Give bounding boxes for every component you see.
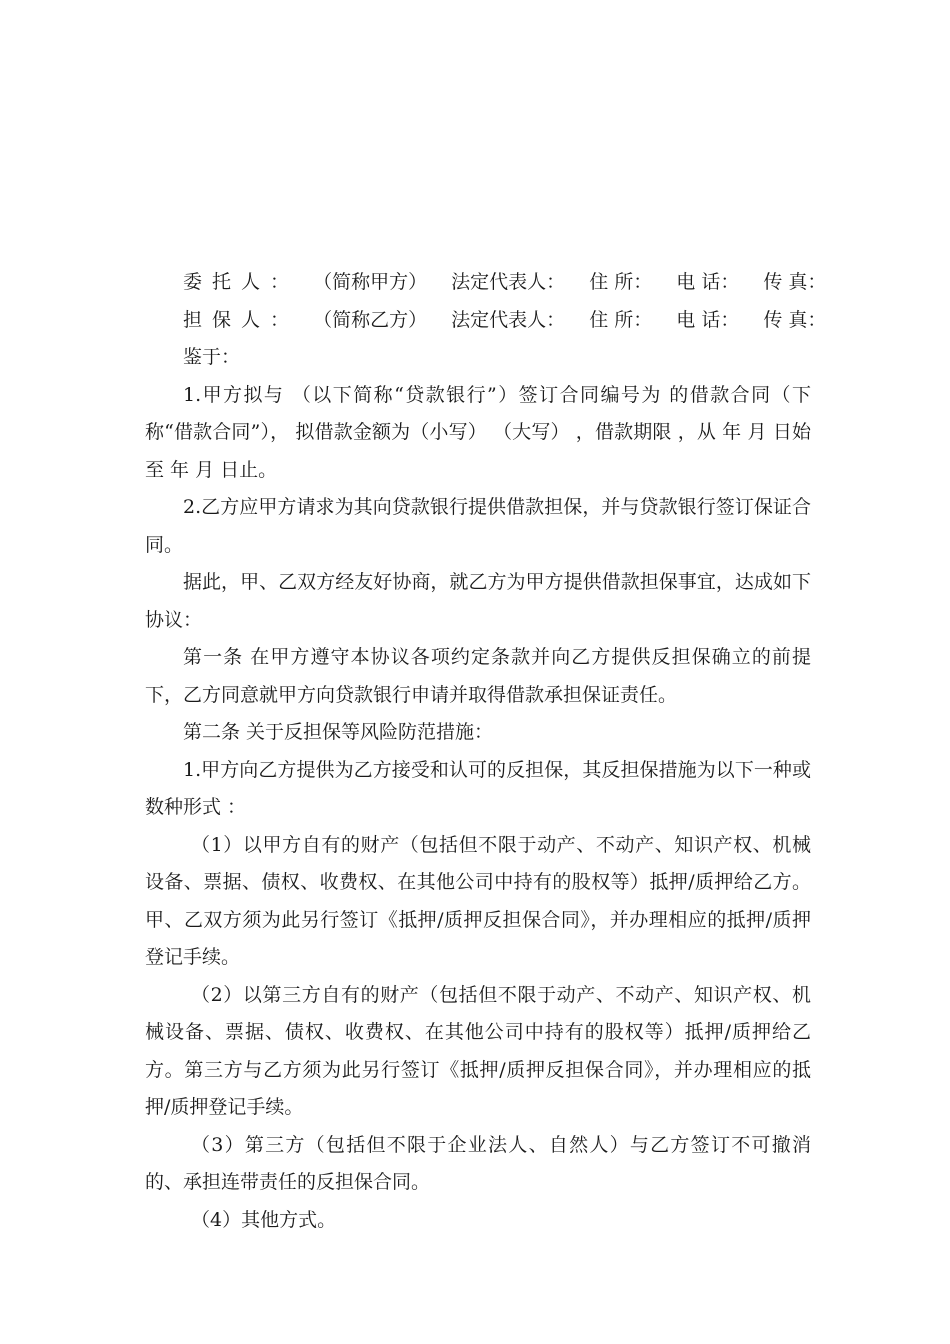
guarantor-address: 住 所： — [589, 308, 653, 331]
principal-role: 委托人： — [183, 271, 300, 293]
agreement-intro: 据此，甲、乙双方经友好协商，就乙方为甲方提供借款担保事宜，达成如下协议： — [145, 571, 811, 631]
option-1: （1）以甲方自有的财产（包括但不限于动产、不动产、知识产权、机械设备、票据、债权、收费权、在其他公司中持有的股权等）抵押/质押给乙方。甲、乙双方须为此另行签订《抵押/质押反担保合同》，并办理相应的抵押/质押登记手续。 — [145, 833, 811, 968]
principal-line — [145, 264, 827, 302]
whereas-heading: 鉴于： — [183, 346, 241, 368]
recital-2: 2.乙方应甲方请求为其向贷款银行提供借款担保，并与贷款银行签订保证合同。 — [145, 496, 811, 556]
principal-address: 住 所： — [589, 271, 653, 293]
article-2-clause-1: 1.甲方向乙方提供为乙方接受和认可的反担保，其反担保措施为以下一种或数种形式 ： — [145, 758, 811, 818]
guarantor-phone: 电 话： — [676, 308, 740, 331]
principal-phone: 电 话： — [676, 271, 740, 293]
guarantor-short-name: （简称乙方） — [313, 308, 428, 331]
principal-fax: 传 真： — [763, 271, 827, 293]
guarantor-representative: 法定代表人： — [451, 308, 566, 331]
option-2: （2）以第三方自有的财产（包括但不限于动产、不动产、知识产权、机械设备、票据、债权、收费权、在其他公司中持有的股权等）抵押/质押给乙方。第三方与乙方须为此另行签订《抵押/质押反担保合同》，并办理相应的抵押/质押登记手续。 — [145, 983, 811, 1118]
option-3: （3）第三方（包括但不限于企业法人、自然人）与乙方签订不可撤消的、承担连带责任的反担保合同。 — [145, 1133, 811, 1193]
guarantor-role: 担保人： — [183, 308, 300, 331]
article-1: 第一条 在甲方遵守本协议各项约定条款并向乙方提供反担保确立的前提下，乙方同意就甲方向贷款银行申请并取得借款承担保证责任。 — [145, 646, 811, 706]
guarantor-line — [145, 302, 827, 340]
article-2-heading: 第二条 关于反担保等风险防范措施： — [183, 721, 494, 743]
principal-representative: 法定代表人： — [451, 271, 566, 293]
option-4: （4）其他方式。 — [191, 1208, 337, 1231]
guarantor-fax: 传 真： — [763, 308, 827, 331]
recital-1: 1.甲方拟与 （以下简称“贷款银行”）签订合同编号为 的借款合同（下称“借款合同”）， 拟借款金额为（小写） （大写） ，借款期限 ，从 年 月 日始至 年 月 日止。 — [145, 383, 811, 481]
contract-body — [145, 264, 827, 1239]
principal-short-name: （简称甲方） — [313, 271, 428, 293]
